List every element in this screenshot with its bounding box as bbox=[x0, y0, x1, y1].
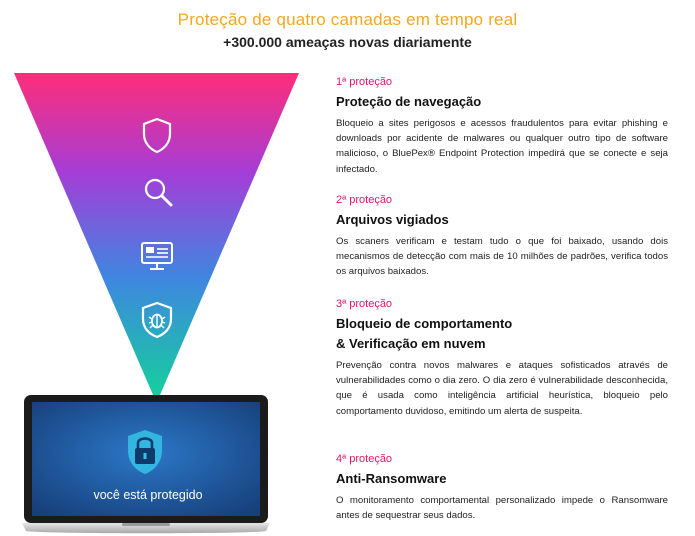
protection-title: Bloqueio de comportamento bbox=[336, 316, 513, 331]
shield-icon bbox=[140, 116, 174, 154]
protection-description: Bloqueio a sites perigosos e acessos fraudulentos para evitar phishing e downloads por acidente de malwares ou qualquer outro tipo de software malicioso, o BluePex® Endpoint Protection impedirá que se conecte e seja infectado. bbox=[336, 118, 668, 175]
padlock-shield-icon bbox=[125, 428, 165, 476]
shield-bug-icon bbox=[139, 300, 175, 340]
protection-title: Proteção de navegação bbox=[336, 94, 482, 109]
protection-title-line2: & Verificação em nuvem bbox=[336, 336, 486, 351]
page-subtitle: +300.000 ameaças novas diariamente bbox=[223, 34, 472, 50]
protection-1 bbox=[336, 76, 668, 177]
protection-description: Prevenção contra novos malwares e ataques sofisticados através de vulnerabilidades como o dia zero. O dia zero é vulnerabilidade desconhecida, que é usada como inteligência artificial heurística, bloqueio pelo comportamento duvidoso, emitindo um alerta de suspeita. bbox=[336, 360, 668, 417]
monitor-chart-icon bbox=[139, 239, 175, 273]
protection-title: Arquivos vigiados bbox=[336, 212, 449, 227]
protection-4 bbox=[336, 453, 668, 523]
protection-3 bbox=[336, 298, 668, 419]
page-title: Proteção de quatro camadas em tempo real bbox=[177, 10, 518, 29]
laptop-screen-label: você está protegido bbox=[93, 488, 203, 502]
protection-title: Anti-Ransomware bbox=[336, 471, 447, 486]
protection-description: O monitoramento comportamental personalizado impede o Ransomware antes de sequestrar seus dados. bbox=[336, 495, 668, 522]
protection-level: 2ª proteção bbox=[336, 194, 393, 206]
protection-level: 3ª proteção bbox=[336, 298, 393, 310]
search-icon bbox=[143, 177, 175, 209]
protection-description: Os scaners verificam e testam tudo o que foi baixado, usando dois mecanismos de detecção com mais de 10 milhões de padrões, verifica todos os arquivos baixados. bbox=[336, 236, 668, 278]
protection-level: 4ª proteção bbox=[336, 453, 393, 465]
protection-2 bbox=[336, 194, 668, 280]
protection-level: 1ª proteção bbox=[336, 76, 393, 88]
